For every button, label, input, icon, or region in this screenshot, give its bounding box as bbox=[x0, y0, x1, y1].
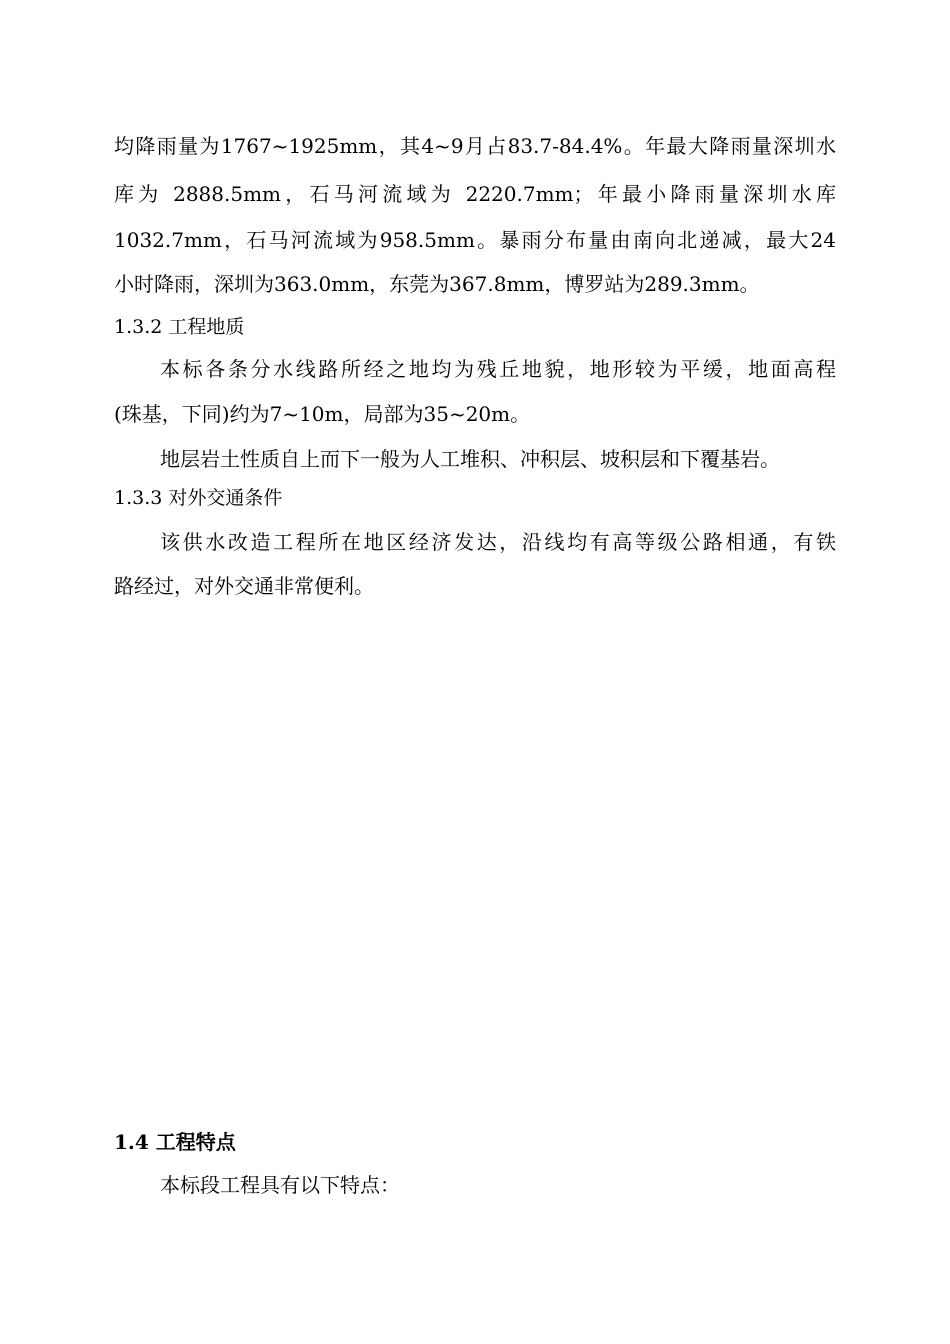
climate-paragraph-line-2: 库为 2888.5mm，石马河流域为 2220.7mm；年最小降雨量深圳水库 bbox=[114, 182, 836, 206]
transport-paragraph-line-2: 路经过，对外交通非常便利。 bbox=[114, 574, 374, 598]
section-heading-geology: 1.3.2 工程地质 bbox=[114, 316, 245, 338]
transport-paragraph-line-1: 该供水改造工程所在地区经济发达，沿线均有高等级公路相通，有铁 bbox=[160, 530, 836, 554]
project-features-intro: 本标段工程具有以下特点： bbox=[160, 1173, 400, 1197]
climate-paragraph-line-3: 1032.7mm，石马河流域为958.5mm。暴雨分布量由南向北递减，最大24 bbox=[114, 228, 836, 252]
climate-paragraph-line-1: 均降雨量为1767~1925mm，其4~9月占83.7-84.4%。年最大降雨量深圳水 bbox=[114, 134, 836, 158]
geology-paragraph-line-1: 本标各条分水线路所经之地均为残丘地貌，地形较为平缓，地面高程 bbox=[160, 357, 836, 381]
climate-paragraph-line-4: 小时降雨，深圳为363.0mm，东莞为367.8mm，博罗站为289.3mm。 bbox=[114, 272, 760, 296]
geology-paragraph-line-2: (珠基，下同)约为7~10m，局部为35~20m。 bbox=[114, 402, 531, 426]
section-heading-project-features: 1.4 工程特点 bbox=[114, 1130, 236, 1154]
strata-paragraph: 地层岩土性质自上而下一般为人工堆积、冲积层、坡积层和下覆基岩。 bbox=[160, 447, 780, 471]
section-heading-transport: 1.3.3 对外交通条件 bbox=[114, 487, 283, 509]
